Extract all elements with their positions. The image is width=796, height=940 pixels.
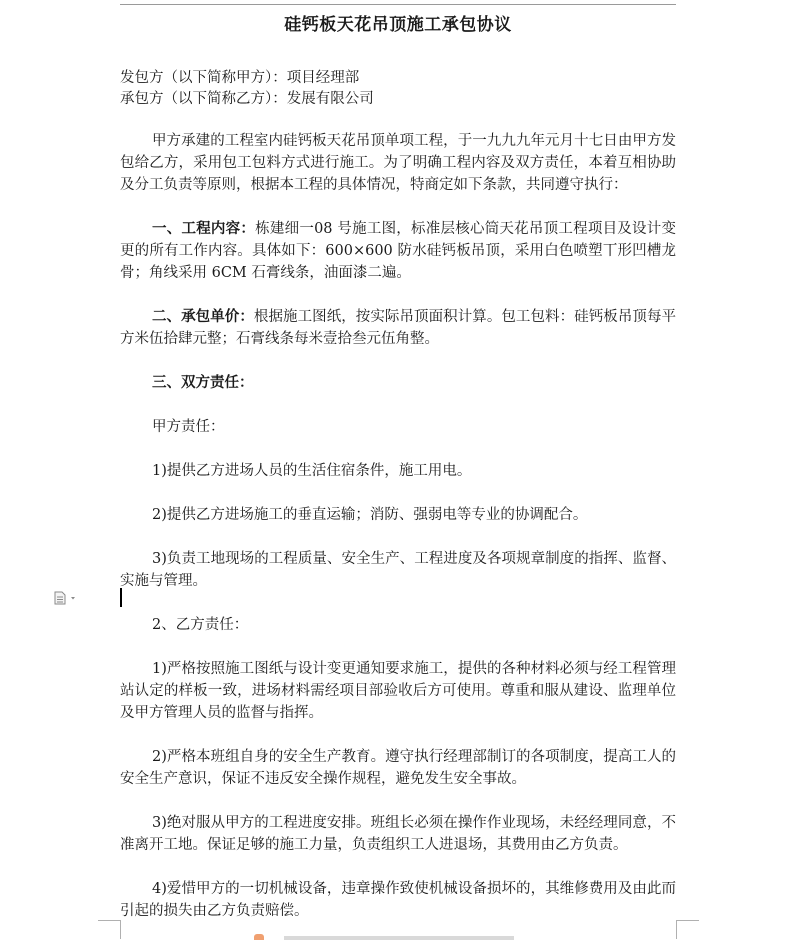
section-3-heading: 三、双方责任： <box>152 374 254 391</box>
party-a-item: 3)负责工地现场的工程质量、安全生产、工程进度及各项规章制度的指挥、监督、实施与管理。 <box>120 551 676 589</box>
document-page <box>120 10 676 922</box>
section-1-paragraph <box>120 218 676 284</box>
page-top-rule <box>120 4 676 5</box>
intro-paragraph: 甲方承建的工程室内硅钙板天花吊顶单项工程，于一九九九年元月十七日由甲方发包给乙方，采用包工包料方式进行施工。为了明确工程内容及双方责任，本着互相协助及分工负责等原则，根据本工程的具体情况，特商定如下条款，共同遵守执行： <box>120 133 676 193</box>
party-b-item: 3)绝对服从甲方的工程进度安排。班组长必须在操作作业现场，未经经理同意，不准离开工地。保证足够的施工力量，负责组织工人进退场，其费用由乙方负责。 <box>120 815 676 853</box>
banner-text-fragment <box>284 936 514 940</box>
party-a-line: 发包方（以下简称甲方）：项目经理部 <box>120 70 360 86</box>
party-a-responsibility-label: 甲方责任： <box>152 419 225 435</box>
document-menu-icon[interactable] <box>54 590 82 604</box>
party-b-item: 4)爱惜甲方的一切机械设备，违章操作致使机械设备损坏的，其维修费用及由此而引起的损失由乙方负责赔偿。 <box>120 881 676 919</box>
party-a-item: 2)提供乙方进场施工的垂直运输；消防、强弱电等专业的协调配合。 <box>152 507 588 523</box>
section-1-heading: 一、工程内容： <box>152 220 256 237</box>
party-b-item: 1)严格按照施工图纸与设计变更通知要求施工，提供的各种材料必须与经工程管理站认定的样板一致，进场材料需经项目部验收后方可使用。尊重和服从建设、监理单位及甲方管理人员的监督与指挥。 <box>120 661 676 721</box>
section-2-heading: 二、承包单价： <box>152 308 254 325</box>
banner-icon <box>254 934 264 940</box>
page-corner-mark-left <box>98 920 121 939</box>
section-1-body: 栋建细一08 号施工图，标准层核心筒天花吊顶工程项目及设计变更的所有工作内容。具体如下：600×600 防水硅钙板吊顶，采用白色喷塑丅形凹槽龙骨；角线采用 6CM 石膏线条，油面漆二遍。 <box>120 221 677 281</box>
party-b-item: 2)严格本班组自身的安全生产教育。遵守执行经理部制订的各项制度，提高工人的安全生产意识，保证不违反安全操作规程，避免发生安全事故。 <box>120 749 676 787</box>
party-b-responsibility-label: 2、乙方责任： <box>152 617 249 633</box>
document-title: 硅钙板天花吊顶施工承包协议 <box>284 15 512 35</box>
party-a-item: 1)提供乙方进场人员的生活住宿条件，施工用电。 <box>152 463 472 479</box>
bottom-banner-strip <box>240 934 540 940</box>
party-b-line: 承包方（以下简称乙方）：发展有限公司 <box>120 91 374 107</box>
section-2-body: 根据施工图纸，按实际吊顶面积计算。包工包料：硅钙板吊顶每平方米伍拾肆元整；石膏线条每米壹拾叁元伍角整。 <box>120 309 677 347</box>
parties-block <box>120 68 676 110</box>
page-corner-mark-right <box>676 920 699 939</box>
section-2-paragraph <box>120 306 676 350</box>
